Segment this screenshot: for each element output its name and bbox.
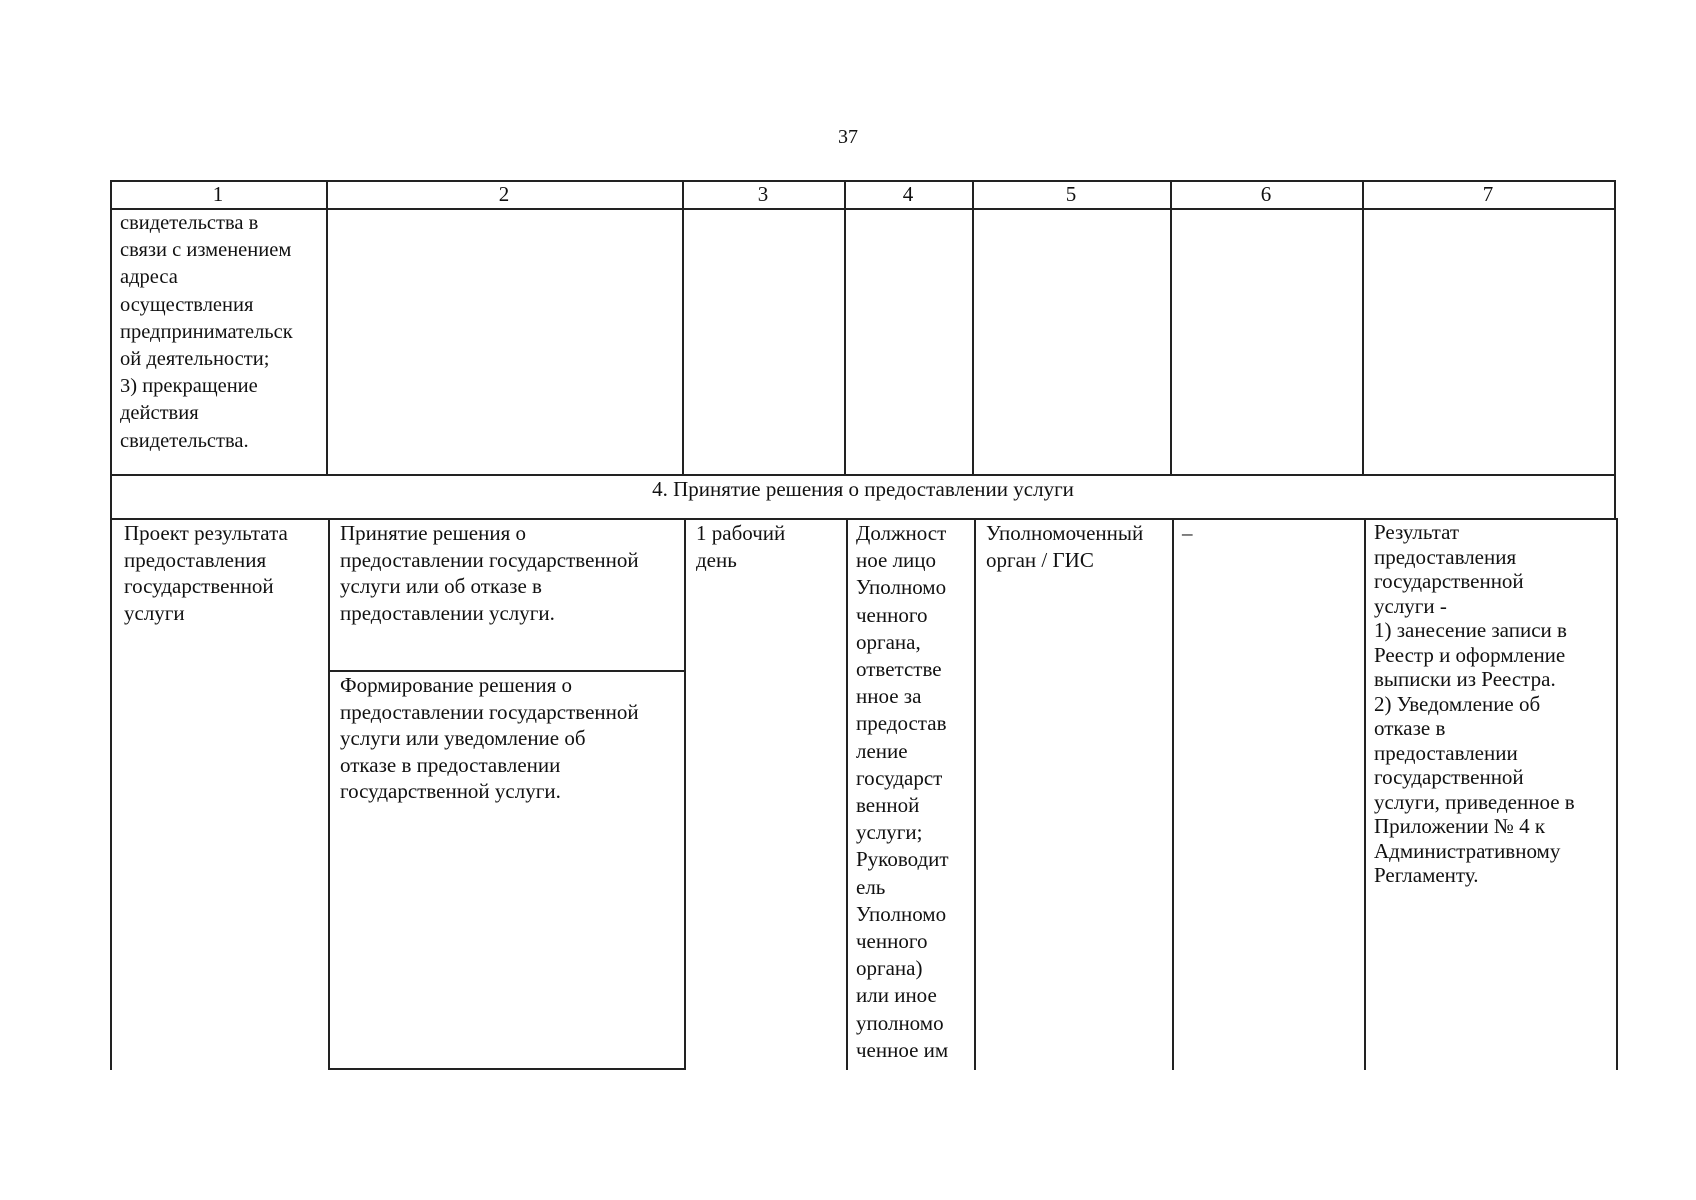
- continued-row-col1: свидетельства в связи с изменением адреса осуществления предпринимательск ой деятельности; 3) прекращение действия свидетельства.: [120, 212, 293, 452]
- header-bottom-border: [110, 208, 1616, 210]
- col-divider-4: [972, 180, 974, 476]
- row-col-divider-3: [846, 518, 848, 1070]
- col-divider-6: [1362, 180, 1364, 476]
- row-col-divider-6: [1364, 518, 1366, 1070]
- col2-bottom-border: [328, 1068, 684, 1070]
- row-col2-formation: Формирование решения о предоставлении государственной услуги или уведомление об отказе в предоставлении государственной услуги.: [340, 673, 639, 803]
- row-right-border: [1616, 518, 1618, 1070]
- column-header-6: 6: [1260, 182, 1272, 206]
- section-title: 4. Принятие решения о предоставлении услуги: [652, 477, 1074, 501]
- table-left-border: [110, 180, 112, 520]
- row-col5-system: Уполномоченный орган / ГИС: [986, 521, 1144, 572]
- row-left-border: [110, 518, 112, 1070]
- column-header-1: 1: [212, 182, 224, 206]
- col-divider-1: [326, 180, 328, 476]
- row-col4-responsible: Должност ное лицо Уполномо ченного органа, ответстве нное за предостав ление государст венной услуги; Руководит ель Уполномо ченного органа) или иное уполномо ченное им: [856, 521, 949, 1062]
- row-col6-dash: –: [1182, 521, 1193, 545]
- column-header-3: 3: [757, 182, 769, 206]
- row-col-divider-2: [684, 518, 686, 1070]
- row-col3-duration: 1 рабочий день: [696, 521, 786, 572]
- col-divider-3: [844, 180, 846, 476]
- col-divider-5: [1170, 180, 1172, 476]
- row-col1-result-draft: Проект результата предоставления государственной услуги: [124, 521, 288, 625]
- table-right-border: [1614, 180, 1616, 520]
- row-col-divider-1: [328, 518, 330, 1070]
- column-header-2: 2: [498, 182, 510, 206]
- row-col-divider-5: [1172, 518, 1174, 1070]
- column-header-4: 4: [902, 182, 914, 206]
- column-header-7: 7: [1482, 182, 1494, 206]
- column-header-5: 5: [1065, 182, 1077, 206]
- row-col-divider-4: [974, 518, 976, 1070]
- process-table: [110, 180, 1616, 1070]
- row-col2-decision: Принятие решения о предоставлении государственной услуги или об отказе в предоставлении услуги.: [340, 521, 639, 625]
- page-number: 37: [838, 126, 858, 148]
- col-divider-2: [682, 180, 684, 476]
- row-col7-result: Результат предоставления государственной услуги - 1) занесение записи в Реестр и оформление выписки из Реестра. 2) Уведомление об отказе в предоставлении государственной услуги, приведенное в Приложении № 4 к Административному Регламенту.: [1374, 520, 1575, 887]
